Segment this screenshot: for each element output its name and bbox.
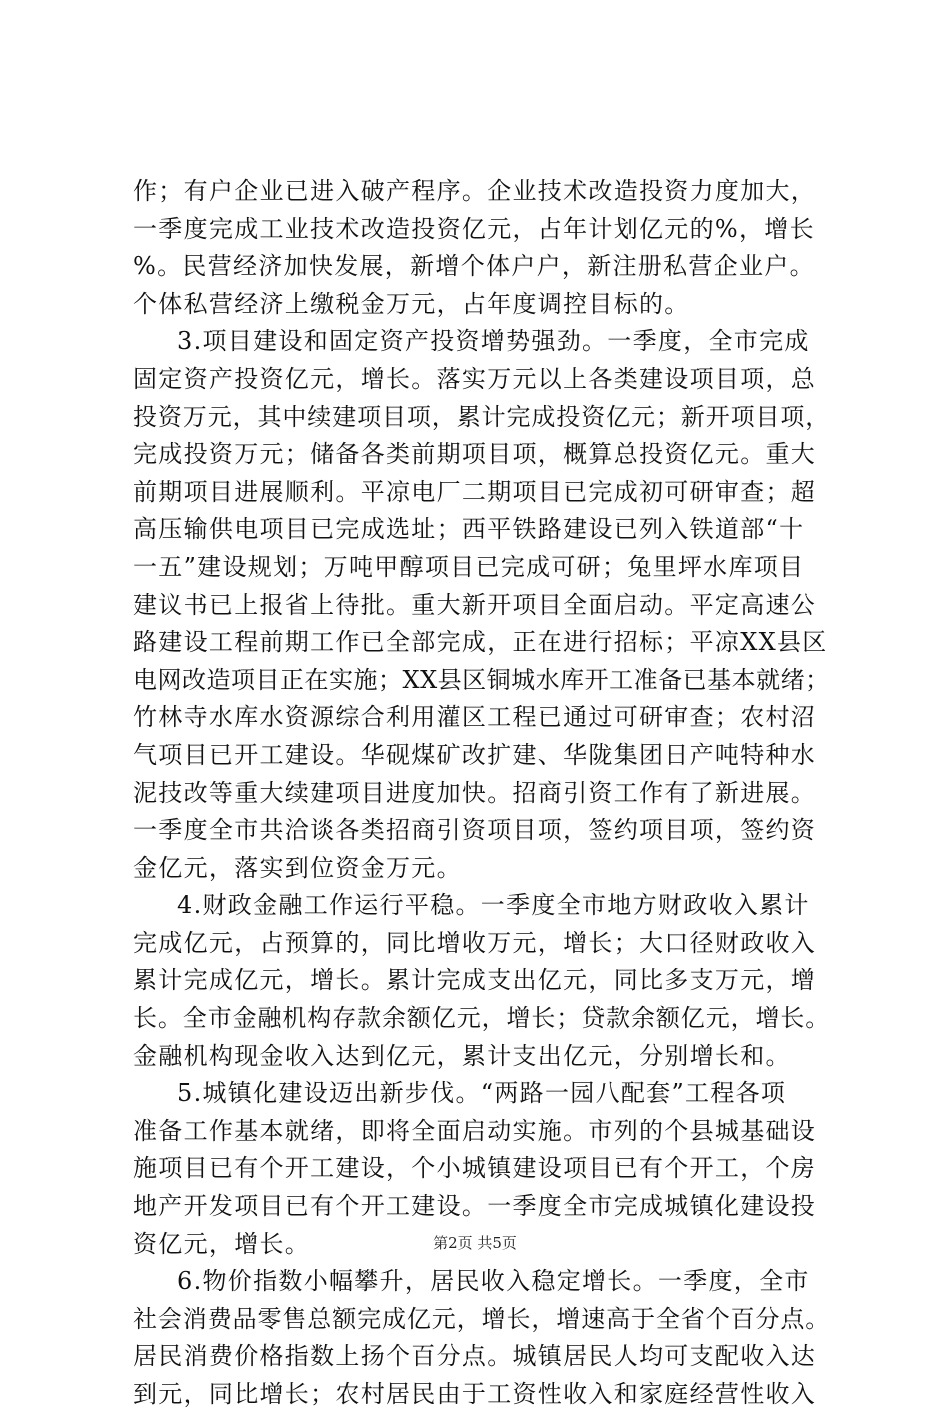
- text-line: 泥技改等重大续建项目进度加快。招商引资工作有了新进展。: [133, 778, 817, 807]
- text-line: 4.财政金融工作运行平稳。一季度全市地方财政收入累计: [177, 891, 810, 920]
- text-line: 社会消费品零售总额完成亿元，增长，增速高于全省个百分点。: [133, 1304, 831, 1333]
- text-line: 5.城镇化建设迈出新步伐。“两路一园八配套”工程各项: [177, 1079, 787, 1108]
- page-footer: 第2页 共5页: [433, 1234, 517, 1252]
- document-body: [133, 173, 833, 1414]
- text-line: 电网改造项目正在实施；XX县区铜城水库开工准备已基本就绪；: [133, 665, 830, 694]
- text-line: 投资万元，其中续建项目项，累计完成投资亿元；新开项目项，: [133, 402, 831, 431]
- text-line: 地产开发项目已有个开工建设。一季度全市完成城镇化建设投: [133, 1192, 817, 1221]
- text-line: 气项目已开工建设。华砚煤矿改扩建、华陇集团日产吨特种水: [133, 740, 817, 769]
- text-line: 6.物价指数小幅攀升，居民收入稳定增长。一季度，全市: [177, 1267, 810, 1296]
- text-line: 固定资产投资亿元，增长。落实万元以上各类建设项目项，总: [133, 364, 817, 393]
- text-line: 高压输供电项目已完成选址；西平铁路建设已列入铁道部“十: [133, 515, 805, 544]
- text-line: 前期项目进展顺利。平凉电厂二期项目已完成初可研审查；超: [133, 477, 817, 506]
- text-line: 一季度完成工业技术改造投资亿元，占年计划亿元的%，增长: [133, 214, 815, 243]
- text-line: 累计完成亿元，增长。累计完成支出亿元，同比多支万元，增: [133, 966, 817, 995]
- text-line: 资亿元，增长。: [133, 1229, 311, 1258]
- text-line: 个体私营经济上缴税金万元，占年度调控目标的。: [133, 289, 690, 318]
- text-line: 一季度全市共洽谈各类招商引资项目项，签约项目项，签约资: [133, 816, 817, 845]
- text-line: %。民营经济加快发展，新增个体户户，新注册私营企业户。: [133, 252, 815, 281]
- text-line: 金融机构现金收入达到亿元，累计支出亿元，分别增长和。: [133, 1041, 791, 1070]
- text-line: 3.项目建设和固定资产投资增势强劲。一季度，全市完成: [177, 327, 810, 356]
- text-line: 一五”建设规划；万吨甲醇项目已完成可研；兔里坪水库项目: [133, 552, 805, 581]
- text-line: 建议书已上报省上待批。重大新开项目全面启动。平定高速公: [133, 590, 817, 619]
- text-line: 长。全市金融机构存款余额亿元，增长；贷款余额亿元，增长。: [133, 1004, 831, 1033]
- text-line: 作；有户企业已进入破产程序。企业技术改造投资力度加大，: [133, 177, 817, 205]
- text-line: 居民消费价格指数上扬个百分点。城镇居民人均可支配收入达: [133, 1342, 817, 1371]
- text-line: 到元，同比增长；农村居民由于工资性收入和家庭经营性收入: [133, 1380, 817, 1408]
- text-line: 准备工作基本就绪，即将全面启动实施。市列的个县城基础设: [133, 1116, 817, 1145]
- text-line: 竹林寺水库水资源综合利用灌区工程已通过可研审查；农村沼: [133, 703, 817, 732]
- text-line: 完成亿元，占预算的，同比增收万元，增长；大口径财政收入: [133, 928, 817, 957]
- text-line: 完成投资万元；储备各类前期项目项，概算总投资亿元。重大: [133, 440, 817, 469]
- text-line: 施项目已有个开工建设，个小城镇建设项目已有个开工，个房: [133, 1154, 817, 1183]
- text-line: 路建设工程前期工作已全部完成，正在进行招标；平凉XX县区: [133, 628, 828, 657]
- text-line: 金亿元，落实到位资金万元。: [133, 853, 462, 882]
